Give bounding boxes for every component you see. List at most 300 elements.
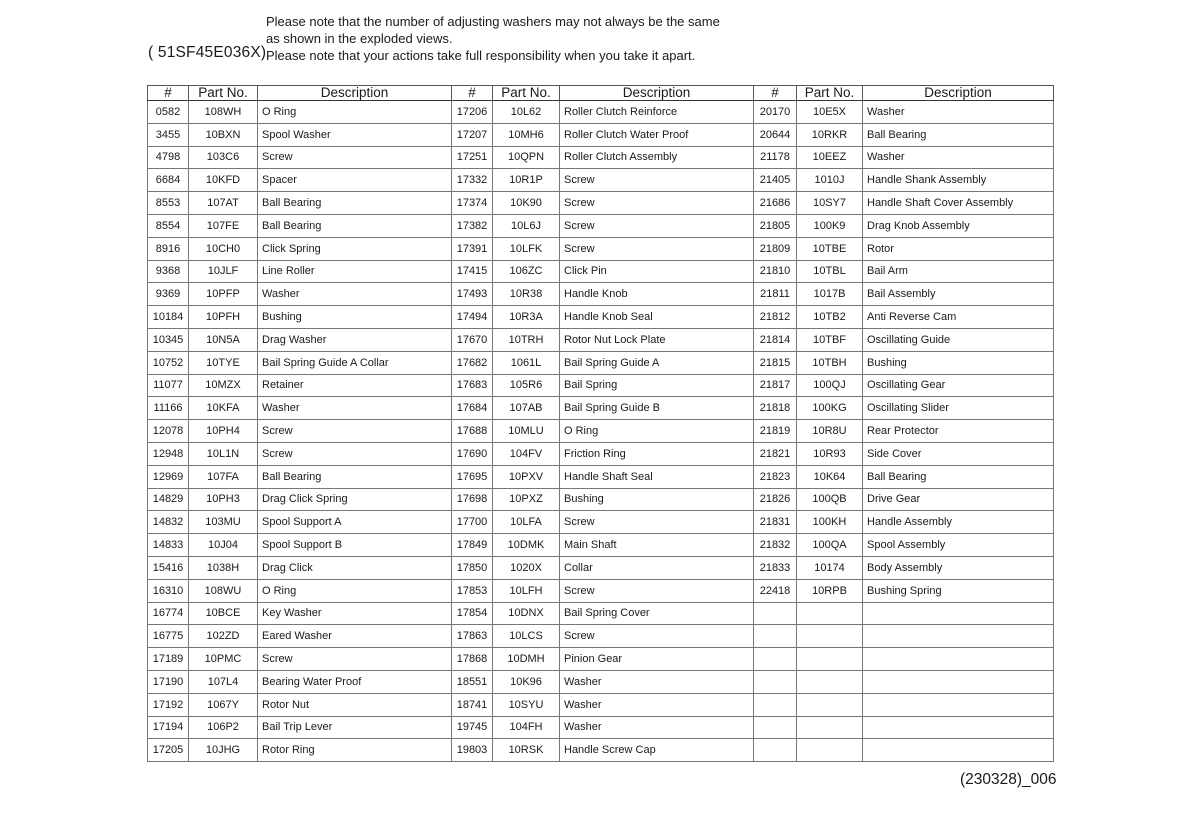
part-number-cell: 9369: [148, 283, 189, 306]
part-description-cell: Rotor Nut Lock Plate: [560, 328, 754, 351]
part-no-cell: 10R8U: [797, 420, 863, 443]
part-number-cell: 21833: [754, 556, 797, 579]
part-number-cell: 17494: [452, 306, 493, 329]
part-description-cell: Roller Clutch Reinforce: [560, 101, 754, 124]
table-row: [148, 169, 1054, 192]
part-no-cell: 100QA: [797, 534, 863, 557]
part-no-cell: 10K96: [493, 670, 560, 693]
part-description-cell: Oscillating Slider: [863, 397, 1054, 420]
column-header-part-no: Part No.: [189, 86, 258, 101]
note-line-3: Please note that your actions take full responsibility when you take it apart.: [266, 48, 696, 63]
part-description-cell: Screw: [258, 442, 452, 465]
part-no-cell: 10K90: [493, 192, 560, 215]
part-description-cell: Bail Spring Cover: [560, 602, 754, 625]
part-number-cell: 21821: [754, 442, 797, 465]
part-description-cell: Bail Spring Guide A Collar: [258, 351, 452, 374]
part-number-cell: [754, 648, 797, 671]
part-number-cell: 14833: [148, 534, 189, 557]
part-no-cell: 107AT: [189, 192, 258, 215]
part-number-cell: 14832: [148, 511, 189, 534]
part-number-cell: 17192: [148, 693, 189, 716]
part-description-cell: Side Cover: [863, 442, 1054, 465]
part-number-cell: 17190: [148, 670, 189, 693]
part-number-cell: 3455: [148, 123, 189, 146]
part-no-cell: 10DNX: [493, 602, 560, 625]
table-row: [148, 192, 1054, 215]
part-description-cell: Spacer: [258, 169, 452, 192]
table-row: [148, 556, 1054, 579]
part-no-cell: 1061L: [493, 351, 560, 374]
part-description-cell: Main Shaft: [560, 534, 754, 557]
part-no-cell: 10PMC: [189, 648, 258, 671]
part-no-cell: 10EEZ: [797, 146, 863, 169]
note-line-2: as shown in the exploded views.: [266, 31, 453, 46]
part-number-cell: 17415: [452, 260, 493, 283]
part-description-cell: Screw: [258, 648, 452, 671]
part-no-cell: 10N5A: [189, 328, 258, 351]
table-row: [148, 625, 1054, 648]
part-description-cell: Screw: [560, 169, 754, 192]
part-description-cell: O Ring: [560, 420, 754, 443]
part-description-cell: Ball Bearing: [258, 192, 452, 215]
part-no-cell: [797, 625, 863, 648]
model-code: ( 51SF45E036X): [148, 44, 267, 61]
part-no-cell: 10TYE: [189, 351, 258, 374]
table-row: [148, 123, 1054, 146]
part-description-cell: Bail Spring Guide A: [560, 351, 754, 374]
part-no-cell: 10PXZ: [493, 488, 560, 511]
part-no-cell: 10TBF: [797, 328, 863, 351]
parts-table: [147, 85, 1054, 762]
part-number-cell: 12948: [148, 442, 189, 465]
part-no-cell: 107FA: [189, 465, 258, 488]
part-number-cell: 21826: [754, 488, 797, 511]
part-description-cell: Ball Bearing: [863, 465, 1054, 488]
part-number-cell: 21819: [754, 420, 797, 443]
part-number-cell: 14829: [148, 488, 189, 511]
part-description-cell: Handle Shaft Cover Assembly: [863, 192, 1054, 215]
table-row: [148, 306, 1054, 329]
column-header-description: Description: [560, 86, 754, 101]
part-no-cell: 10CH0: [189, 237, 258, 260]
part-description-cell: Roller Clutch Assembly: [560, 146, 754, 169]
part-no-cell: 10SY7: [797, 192, 863, 215]
table-row: [148, 351, 1054, 374]
part-number-cell: 10184: [148, 306, 189, 329]
part-description-cell: Handle Knob: [560, 283, 754, 306]
part-no-cell: 10L62: [493, 101, 560, 124]
part-number-cell: 17206: [452, 101, 493, 124]
part-no-cell: 10JHG: [189, 739, 258, 762]
table-row: [148, 693, 1054, 716]
part-description-cell: Bushing: [258, 306, 452, 329]
part-number-cell: 8916: [148, 237, 189, 260]
part-no-cell: 100QJ: [797, 374, 863, 397]
part-number-cell: 11077: [148, 374, 189, 397]
table-row: [148, 488, 1054, 511]
table-row: [148, 579, 1054, 602]
table-row: [148, 534, 1054, 557]
part-number-cell: 17849: [452, 534, 493, 557]
part-no-cell: 107FE: [189, 214, 258, 237]
part-description-cell: Spool Support B: [258, 534, 452, 557]
part-no-cell: 103MU: [189, 511, 258, 534]
part-number-cell: 0582: [148, 101, 189, 124]
part-no-cell: [797, 716, 863, 739]
part-no-cell: 10L6J: [493, 214, 560, 237]
part-description-cell: Drag Click: [258, 556, 452, 579]
part-description-cell: Drive Gear: [863, 488, 1054, 511]
column-header-part-no: Part No.: [797, 86, 863, 101]
part-number-cell: 21814: [754, 328, 797, 351]
table-row: [148, 260, 1054, 283]
part-number-cell: 17670: [452, 328, 493, 351]
part-number-cell: 17850: [452, 556, 493, 579]
part-description-cell: Ball Bearing: [258, 465, 452, 488]
part-number-cell: 17374: [452, 192, 493, 215]
part-description-cell: Spool Support A: [258, 511, 452, 534]
part-number-cell: 21815: [754, 351, 797, 374]
table-row: [148, 602, 1054, 625]
part-description-cell: Ball Bearing: [863, 123, 1054, 146]
part-description-cell: Screw: [560, 625, 754, 648]
part-number-cell: 17698: [452, 488, 493, 511]
part-number-cell: 17391: [452, 237, 493, 260]
part-number-cell: [754, 625, 797, 648]
part-number-cell: 17863: [452, 625, 493, 648]
part-number-cell: 21818: [754, 397, 797, 420]
table-row: [148, 237, 1054, 260]
part-description-cell: Pinion Gear: [560, 648, 754, 671]
part-no-cell: 10KFA: [189, 397, 258, 420]
part-number-cell: 21809: [754, 237, 797, 260]
part-no-cell: 10TRH: [493, 328, 560, 351]
part-description-cell: Washer: [560, 670, 754, 693]
part-description-cell: Drag Washer: [258, 328, 452, 351]
part-description-cell: [863, 670, 1054, 693]
note-line-1: Please note that the number of adjusting washers may not always be the same: [266, 14, 720, 29]
part-no-cell: 1010J: [797, 169, 863, 192]
part-no-cell: 10TBH: [797, 351, 863, 374]
part-no-cell: 10MZX: [189, 374, 258, 397]
part-number-cell: 8553: [148, 192, 189, 215]
part-description-cell: [863, 648, 1054, 671]
part-number-cell: 17332: [452, 169, 493, 192]
part-number-cell: [754, 670, 797, 693]
part-description-cell: Spool Washer: [258, 123, 452, 146]
part-description-cell: Roller Clutch Water Proof: [560, 123, 754, 146]
part-description-cell: [863, 625, 1054, 648]
part-no-cell: 10TBL: [797, 260, 863, 283]
part-number-cell: 17251: [452, 146, 493, 169]
part-number-cell: 22418: [754, 579, 797, 602]
part-no-cell: 10LFA: [493, 511, 560, 534]
part-no-cell: [797, 670, 863, 693]
part-description-cell: Click Spring: [258, 237, 452, 260]
part-no-cell: 100QB: [797, 488, 863, 511]
part-no-cell: 100KH: [797, 511, 863, 534]
part-no-cell: 10R1P: [493, 169, 560, 192]
part-no-cell: 10K64: [797, 465, 863, 488]
part-description-cell: [863, 693, 1054, 716]
part-description-cell: Key Washer: [258, 602, 452, 625]
part-description-cell: Screw: [560, 192, 754, 215]
part-number-cell: 17682: [452, 351, 493, 374]
part-no-cell: 10DMK: [493, 534, 560, 557]
part-number-cell: 19745: [452, 716, 493, 739]
part-no-cell: 10PFP: [189, 283, 258, 306]
part-number-cell: 16774: [148, 602, 189, 625]
part-description-cell: Drag Knob Assembly: [863, 214, 1054, 237]
part-number-cell: 10752: [148, 351, 189, 374]
part-no-cell: 105R6: [493, 374, 560, 397]
part-number-cell: 18551: [452, 670, 493, 693]
column-header-description: Description: [258, 86, 452, 101]
part-number-cell: 16310: [148, 579, 189, 602]
table-row: [148, 101, 1054, 124]
table-row: [148, 283, 1054, 306]
part-number-cell: 9368: [148, 260, 189, 283]
part-no-cell: 10RKR: [797, 123, 863, 146]
part-no-cell: 10PXV: [493, 465, 560, 488]
part-number-cell: 17382: [452, 214, 493, 237]
part-description-cell: Line Roller: [258, 260, 452, 283]
part-no-cell: 107L4: [189, 670, 258, 693]
part-number-cell: 17854: [452, 602, 493, 625]
column-header-part-no: Part No.: [493, 86, 560, 101]
part-description-cell: Washer: [863, 146, 1054, 169]
part-number-cell: 21832: [754, 534, 797, 557]
table-row: [148, 328, 1054, 351]
part-no-cell: 108WH: [189, 101, 258, 124]
part-no-cell: 10PH3: [189, 488, 258, 511]
part-number-cell: 17690: [452, 442, 493, 465]
part-no-cell: 10DMH: [493, 648, 560, 671]
part-number-cell: 10345: [148, 328, 189, 351]
part-no-cell: 10KFD: [189, 169, 258, 192]
part-no-cell: 10BCE: [189, 602, 258, 625]
part-description-cell: Handle Screw Cap: [560, 739, 754, 762]
part-description-cell: Screw: [258, 146, 452, 169]
table-row: [148, 442, 1054, 465]
part-number-cell: 8554: [148, 214, 189, 237]
part-number-cell: 16775: [148, 625, 189, 648]
part-no-cell: 100KG: [797, 397, 863, 420]
part-no-cell: 10PFH: [189, 306, 258, 329]
part-number-cell: [754, 716, 797, 739]
part-number-cell: 18741: [452, 693, 493, 716]
part-description-cell: Bushing: [863, 351, 1054, 374]
part-number-cell: 21823: [754, 465, 797, 488]
notes-block: [266, 13, 720, 64]
part-number-cell: 17853: [452, 579, 493, 602]
part-no-cell: 106ZC: [493, 260, 560, 283]
part-number-cell: 19803: [452, 739, 493, 762]
part-no-cell: 10MH6: [493, 123, 560, 146]
part-number-cell: 21405: [754, 169, 797, 192]
table-row: [148, 648, 1054, 671]
part-no-cell: 10LFH: [493, 579, 560, 602]
part-no-cell: 1017B: [797, 283, 863, 306]
part-description-cell: [863, 602, 1054, 625]
part-description-cell: Screw: [560, 579, 754, 602]
table-row: [148, 739, 1054, 762]
part-description-cell: Rotor: [863, 237, 1054, 260]
part-description-cell: Washer: [863, 101, 1054, 124]
parts-table-body: [148, 101, 1054, 762]
part-no-cell: 104FH: [493, 716, 560, 739]
part-description-cell: [863, 739, 1054, 762]
part-description-cell: Oscillating Gear: [863, 374, 1054, 397]
part-no-cell: 10RSK: [493, 739, 560, 762]
part-description-cell: Washer: [560, 716, 754, 739]
part-number-cell: 17205: [148, 739, 189, 762]
part-number-cell: 12969: [148, 465, 189, 488]
part-description-cell: Body Assembly: [863, 556, 1054, 579]
part-number-cell: 17683: [452, 374, 493, 397]
part-no-cell: 10L1N: [189, 442, 258, 465]
part-description-cell: Handle Shaft Seal: [560, 465, 754, 488]
part-description-cell: Bail Assembly: [863, 283, 1054, 306]
part-description-cell: Handle Knob Seal: [560, 306, 754, 329]
part-number-cell: 6684: [148, 169, 189, 192]
table-row: [148, 214, 1054, 237]
column-header-number: #: [754, 86, 797, 101]
part-no-cell: 10BXN: [189, 123, 258, 146]
part-description-cell: O Ring: [258, 101, 452, 124]
part-no-cell: 10RPB: [797, 579, 863, 602]
part-description-cell: Spool Assembly: [863, 534, 1054, 557]
part-number-cell: [754, 602, 797, 625]
part-number-cell: 21817: [754, 374, 797, 397]
part-description-cell: Retainer: [258, 374, 452, 397]
part-no-cell: [797, 648, 863, 671]
part-number-cell: 4798: [148, 146, 189, 169]
part-description-cell: Washer: [258, 283, 452, 306]
part-number-cell: [754, 693, 797, 716]
part-no-cell: 10E5X: [797, 101, 863, 124]
part-number-cell: 15416: [148, 556, 189, 579]
part-no-cell: 10PH4: [189, 420, 258, 443]
part-number-cell: 17189: [148, 648, 189, 671]
part-number-cell: 20644: [754, 123, 797, 146]
part-number-cell: 21178: [754, 146, 797, 169]
part-no-cell: [797, 739, 863, 762]
part-description-cell: Washer: [560, 693, 754, 716]
part-no-cell: 10SYU: [493, 693, 560, 716]
document-id: (230328)_006: [960, 771, 1057, 788]
part-description-cell: Handle Shank Assembly: [863, 169, 1054, 192]
part-description-cell: Bail Arm: [863, 260, 1054, 283]
part-no-cell: 1038H: [189, 556, 258, 579]
part-description-cell: Click Pin: [560, 260, 754, 283]
part-number-cell: 17194: [148, 716, 189, 739]
part-no-cell: 10LCS: [493, 625, 560, 648]
part-description-cell: Rotor Nut: [258, 693, 452, 716]
part-no-cell: 106P2: [189, 716, 258, 739]
part-no-cell: 107AB: [493, 397, 560, 420]
part-description-cell: Bail Trip Lever: [258, 716, 452, 739]
part-description-cell: Rotor Ring: [258, 739, 452, 762]
part-no-cell: 102ZD: [189, 625, 258, 648]
part-no-cell: 1067Y: [189, 693, 258, 716]
part-number-cell: 11166: [148, 397, 189, 420]
part-number-cell: 21805: [754, 214, 797, 237]
part-number-cell: 17700: [452, 511, 493, 534]
part-no-cell: [797, 602, 863, 625]
part-no-cell: 100K9: [797, 214, 863, 237]
table-row: [148, 374, 1054, 397]
part-number-cell: 17868: [452, 648, 493, 671]
part-no-cell: 10LFK: [493, 237, 560, 260]
table-row: [148, 146, 1054, 169]
part-no-cell: 10J04: [189, 534, 258, 557]
part-no-cell: 10TBE: [797, 237, 863, 260]
part-description-cell: Rear Protector: [863, 420, 1054, 443]
part-description-cell: Collar: [560, 556, 754, 579]
part-description-cell: Bushing: [560, 488, 754, 511]
part-no-cell: 108WU: [189, 579, 258, 602]
table-row: [148, 420, 1054, 443]
part-no-cell: 10174: [797, 556, 863, 579]
part-description-cell: Screw: [560, 237, 754, 260]
part-number-cell: 21686: [754, 192, 797, 215]
part-description-cell: Eared Washer: [258, 625, 452, 648]
part-no-cell: 1020X: [493, 556, 560, 579]
part-no-cell: 10QPN: [493, 146, 560, 169]
part-number-cell: 21811: [754, 283, 797, 306]
column-header-number: #: [148, 86, 189, 101]
part-no-cell: 104FV: [493, 442, 560, 465]
part-description-cell: Bail Spring Guide B: [560, 397, 754, 420]
table-row: [148, 511, 1054, 534]
part-description-cell: Oscillating Guide: [863, 328, 1054, 351]
part-no-cell: 10R38: [493, 283, 560, 306]
part-number-cell: 21812: [754, 306, 797, 329]
part-description-cell: Screw: [258, 420, 452, 443]
part-no-cell: 10R3A: [493, 306, 560, 329]
part-number-cell: 17695: [452, 465, 493, 488]
part-no-cell: 10TB2: [797, 306, 863, 329]
part-description-cell: Screw: [560, 511, 754, 534]
part-description-cell: Bushing Spring: [863, 579, 1054, 602]
part-number-cell: 17684: [452, 397, 493, 420]
column-header-description: Description: [863, 86, 1054, 101]
part-description-cell: Handle Assembly: [863, 511, 1054, 534]
part-number-cell: 21810: [754, 260, 797, 283]
table-row: [148, 670, 1054, 693]
part-description-cell: Anti Reverse Cam: [863, 306, 1054, 329]
part-number-cell: 21831: [754, 511, 797, 534]
table-row: [148, 716, 1054, 739]
part-number-cell: 12078: [148, 420, 189, 443]
part-no-cell: 103C6: [189, 146, 258, 169]
part-no-cell: 10MLU: [493, 420, 560, 443]
part-number-cell: [754, 739, 797, 762]
part-description-cell: Bearing Water Proof: [258, 670, 452, 693]
part-description-cell: Screw: [560, 214, 754, 237]
part-number-cell: 17493: [452, 283, 493, 306]
table-row: [148, 465, 1054, 488]
part-number-cell: 17207: [452, 123, 493, 146]
part-description-cell: Bail Spring: [560, 374, 754, 397]
part-description-cell: Ball Bearing: [258, 214, 452, 237]
part-no-cell: [797, 693, 863, 716]
part-no-cell: 10JLF: [189, 260, 258, 283]
table-row: [148, 397, 1054, 420]
part-description-cell: O Ring: [258, 579, 452, 602]
table-header-row: [148, 86, 1054, 101]
